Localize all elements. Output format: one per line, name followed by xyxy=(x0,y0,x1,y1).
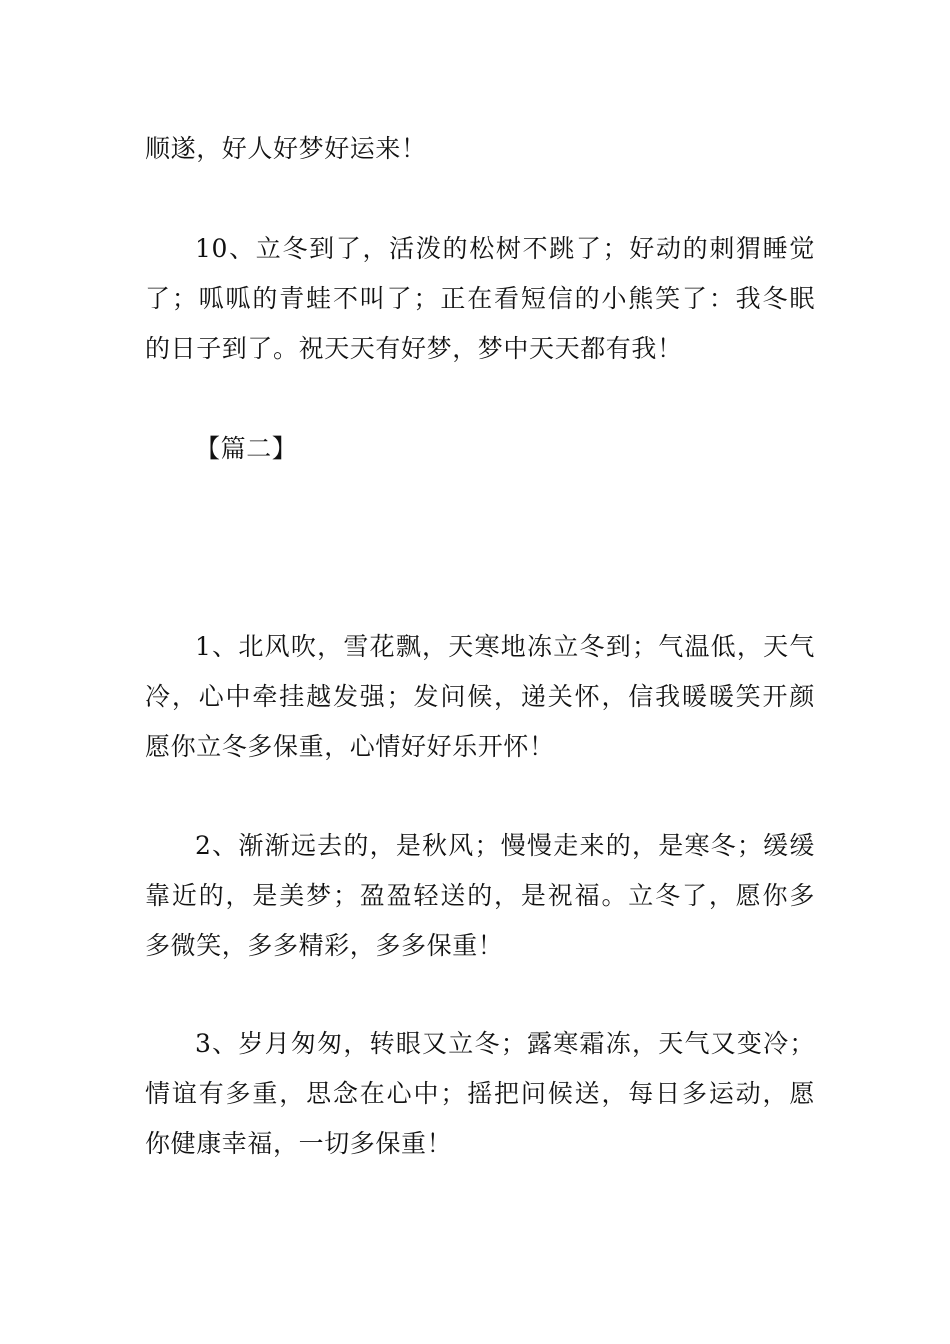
section-heading: 【篇二】 xyxy=(195,434,298,463)
paragraph-2-line-1: 2、渐渐远去的，是秋风；慢慢走来的，是寒冬；缓缓 xyxy=(195,831,815,860)
paragraph-10-line-1: 10、立冬到了，活泼的松树不跳了；好动的刺猬睡觉 xyxy=(195,234,815,263)
paragraph-2-line-2: 靠近的，是美梦；盈盈轻送的，是祝福。立冬了，愿你多 xyxy=(145,881,815,910)
paragraph-10-line-2: 了；呱呱的青蛙不叫了；正在看短信的小熊笑了：我冬眠 xyxy=(145,284,815,313)
paragraph-3-line-1: 3、岁月匆匆，转眼又立冬；露寒霜冻，天气又变冷； xyxy=(195,1029,815,1058)
paragraph-1-line-1: 1、北风吹，雪花飘，天寒地冻立冬到；气温低，天气 xyxy=(195,632,815,661)
paragraph-3-line-3: 你健康幸福，一切多保重！ xyxy=(145,1129,453,1158)
paragraph-2-line-3: 多微笑，多多精彩，多多保重！ xyxy=(145,931,504,960)
paragraph-1-line-3: 愿你立冬多保重，心情好好乐开怀！ xyxy=(145,732,555,761)
paragraph-carryover-line-1: 顺遂，好人好梦好运来！ xyxy=(145,134,427,163)
paragraph-3-line-2: 情谊有多重，思念在心中；摇把问候送，每日多运动，愿 xyxy=(145,1079,815,1108)
paragraph-1-line-2: 冷，心中牵挂越发强；发问候，递关怀，信我暖暖笑开颜 xyxy=(145,682,815,711)
paragraph-10-line-3: 的日子到了。祝天天有好梦，梦中天天都有我！ xyxy=(145,334,683,363)
